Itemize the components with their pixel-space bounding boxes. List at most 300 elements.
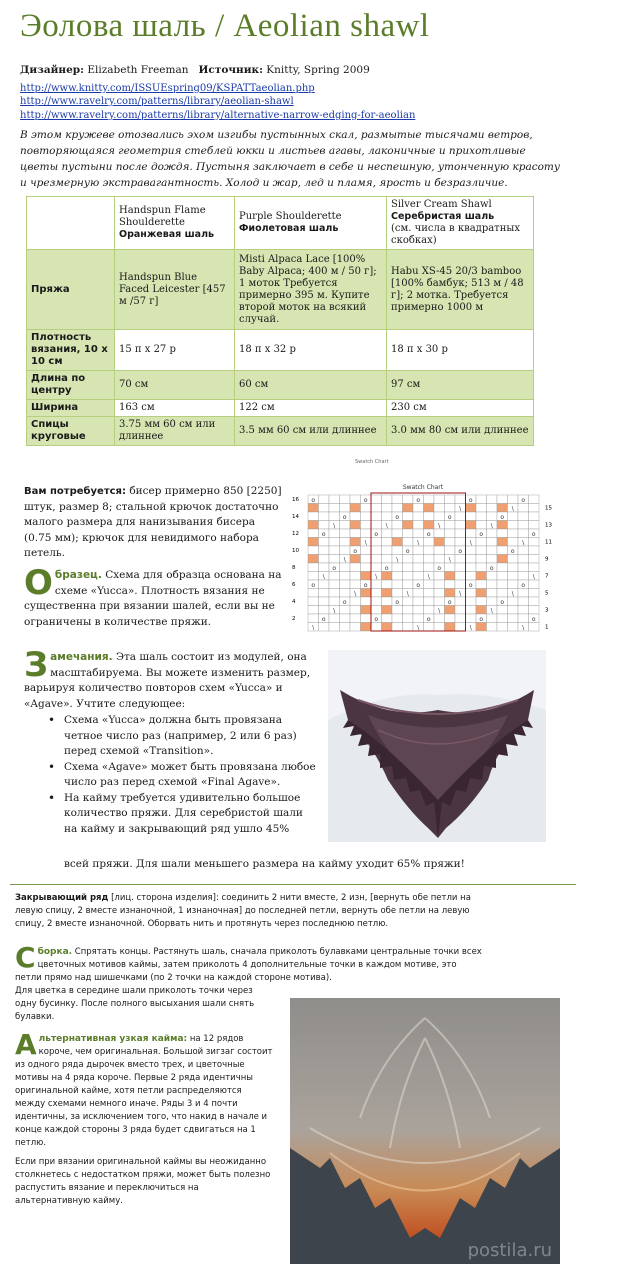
chart-cell <box>403 538 414 547</box>
table-cell: 97 см <box>387 371 534 400</box>
chart-cell <box>403 623 414 632</box>
chart-symbol: o <box>500 599 505 606</box>
chart-symbol: \ <box>459 590 462 598</box>
chart-cell <box>308 606 319 615</box>
chart-cell <box>476 606 487 615</box>
chart-cell <box>455 563 466 572</box>
chart-cell <box>487 623 498 632</box>
row-number-left: 14 <box>292 514 299 520</box>
chart-cell <box>371 563 382 572</box>
table-cell: Misti Alpaca Lace [100% Baby Alpaca; 400 м / 50 г]; 1 моток Требуется примерно 395 м. Купите второй моток на всякий случай. <box>235 250 387 330</box>
chart-cell <box>361 546 372 555</box>
chart-cell <box>487 529 498 538</box>
chart-cell <box>413 589 424 598</box>
chart-cell <box>329 529 340 538</box>
chart-cell <box>529 623 540 632</box>
chart-symbol: o <box>437 565 442 572</box>
chart-cell <box>382 597 393 606</box>
table-corner-cell <box>27 197 115 250</box>
chart-cell <box>497 623 508 632</box>
table-row-needles <box>27 417 534 446</box>
chart-symbol: o <box>395 514 400 521</box>
chart-cell <box>466 572 477 581</box>
chart-cell <box>508 495 519 504</box>
chart-cell <box>340 580 351 589</box>
bind-off-label: Закрывающий ряд <box>15 893 109 903</box>
chart-cell <box>518 606 529 615</box>
chart-cell <box>371 606 382 615</box>
chart-cell <box>518 589 529 598</box>
meta-line <box>20 64 370 76</box>
chart-cell <box>476 572 487 581</box>
chart-cell <box>392 538 403 547</box>
chart-cell <box>382 623 393 632</box>
chart-cell <box>382 546 393 555</box>
chart-cell <box>382 580 393 589</box>
chart-cell <box>424 606 435 615</box>
row-number-left: 16 <box>292 497 299 503</box>
chart-cell <box>350 572 361 581</box>
chart-cell <box>455 529 466 538</box>
chart-symbol: \ <box>522 624 525 632</box>
chart-cell <box>329 546 340 555</box>
chart-cell <box>529 606 540 615</box>
chart-cell <box>403 572 414 581</box>
chart-symbol: o <box>479 616 484 623</box>
chart-cell <box>371 555 382 564</box>
chart-cell <box>529 521 540 530</box>
row-number-right: 13 <box>545 522 552 529</box>
chart-cell <box>476 538 487 547</box>
chart-cell <box>350 529 361 538</box>
chart-cell <box>529 597 540 606</box>
chart-symbol: \ <box>532 573 535 581</box>
chart-cell <box>361 572 372 581</box>
row-number-right: 5 <box>545 590 549 597</box>
chart-cell <box>445 606 456 615</box>
row-number-right: 11 <box>545 539 552 546</box>
chart-symbol: o <box>395 599 400 606</box>
chart-cell <box>529 589 540 598</box>
chart-cell <box>434 623 445 632</box>
chart-cell <box>329 623 340 632</box>
chart-symbol: o <box>416 582 421 589</box>
chart-cell <box>445 614 456 623</box>
chart-cell <box>455 597 466 606</box>
chart-cell <box>466 555 477 564</box>
table-cell: 3.0 мм 80 см или длиннее <box>387 417 534 446</box>
chart-cell <box>308 563 319 572</box>
chart-cell <box>392 521 403 530</box>
chart-cell <box>413 512 424 521</box>
notes-dropcap: З <box>24 645 49 685</box>
chart-symbol: o <box>363 582 368 589</box>
chart-cell <box>497 529 508 538</box>
swatch-section <box>24 563 284 630</box>
chart-cell <box>403 597 414 606</box>
chart-cell <box>476 521 487 530</box>
chart-cell <box>508 555 519 564</box>
chart-cell <box>371 538 382 547</box>
chart-symbol: \ <box>322 573 325 581</box>
chart-cell <box>508 580 519 589</box>
chart-cell <box>476 546 487 555</box>
chart-symbol: o <box>311 582 316 589</box>
chart-cell <box>466 597 477 606</box>
shawl-photo-silver <box>290 998 560 1264</box>
chart-cell <box>497 538 508 547</box>
chart-cell <box>308 555 319 564</box>
assembly-heading: борка. <box>37 947 73 957</box>
table-cell: Habu XS-45 20/3 bamboo [100% бамбук; 513 м / 48 г]; 2 мотка. Требуется примерно 1000 м <box>387 250 534 330</box>
chart-cell <box>392 572 403 581</box>
chart-cell <box>455 512 466 521</box>
chart-symbol: o <box>468 497 473 504</box>
chart-cell <box>529 546 540 555</box>
chart-cell <box>308 521 319 530</box>
chart-symbol: \ <box>364 539 367 547</box>
chart-cell <box>371 580 382 589</box>
row-number-left: 6 <box>292 582 296 588</box>
chart-cell <box>340 563 351 572</box>
chart-cell <box>319 504 330 513</box>
chart-title: Swatch Chart <box>402 484 444 491</box>
chart-symbol: o <box>321 616 326 623</box>
chart-cell <box>455 555 466 564</box>
swatch-text: Схема для образца основана на схеме «Yucca». Плотность вязания не существенна при вязании шалей, если вы не ограничены в количестве пряжи. <box>24 569 282 628</box>
chart-cell <box>466 606 477 615</box>
link-knitty[interactable]: http://www.knitty.com/ISSUEspring09/KSPATTaeolian.php <box>20 83 315 94</box>
chart-cell <box>392 529 403 538</box>
chart-symbol: \ <box>469 539 472 547</box>
chart-symbol: \ <box>469 624 472 632</box>
chart-cell <box>424 504 435 513</box>
chart-cell <box>455 495 466 504</box>
chart-cell <box>466 589 477 598</box>
chart-cell <box>329 589 340 598</box>
table-header-row <box>27 197 534 250</box>
watermark: postila.ru <box>467 1240 552 1261</box>
chart-cell <box>340 606 351 615</box>
chart-cell <box>434 529 445 538</box>
chart-symbol: o <box>531 616 536 623</box>
row-number-right: 15 <box>545 505 552 512</box>
page-title: Эолова шаль / Aeolian shawl <box>20 8 430 44</box>
chart-cell <box>361 614 372 623</box>
chart-cell <box>445 546 456 555</box>
chart-cell <box>508 572 519 581</box>
assembly-text: Спрятать концы. Растянуть шаль, сначала приколоть булавками центральные точки всех цветочных мотивов каймы, затем приколоть 4 дополнительные точки в каждом мотиве, это петли прямо над шишечками (по 2 точки на каждой стороне мотива). <box>15 947 482 983</box>
notes-text: Эта шаль состоит из модулей, она масштабируема. Вы можете изменить размер, варьируя количество повторов схем «Yucca» и «Agave». Учтите следующее: <box>24 651 311 710</box>
chart-cell <box>445 538 456 547</box>
chart-cell <box>434 512 445 521</box>
chart-cell <box>403 563 414 572</box>
chart-symbol: \ <box>417 624 420 632</box>
row-number-left: 12 <box>292 531 299 537</box>
chart-cell <box>476 495 487 504</box>
row-label: Длина по центру <box>27 371 115 400</box>
chart-cell <box>466 614 477 623</box>
chart-symbol: \ <box>333 607 336 615</box>
chart-symbol: o <box>342 514 347 521</box>
table-row-length <box>27 371 534 400</box>
chart-cell <box>350 538 361 547</box>
chart-cell <box>413 529 424 538</box>
chart-cell <box>382 495 393 504</box>
chart-symbol: \ <box>385 522 388 530</box>
chart-cell <box>308 538 319 547</box>
chart-cell <box>361 529 372 538</box>
chart-cell <box>466 512 477 521</box>
chart-cell <box>319 589 330 598</box>
chart-cell <box>319 606 330 615</box>
notes-tail: всей пряжи. Для шали меньшего размера на кайму уходит 65% пряжи! <box>64 858 465 870</box>
table-header-cell: Handspun Flame Shoulderette Оранжевая шаль <box>115 197 235 250</box>
chart-cell <box>466 529 477 538</box>
list-item: • Схема «Yucca» должна быть провязана четное число раз (например, 2 или 6 раз) перед схемой «Transition». <box>24 713 316 760</box>
notes-list <box>24 713 316 837</box>
chart-cell <box>424 589 435 598</box>
chart-cell <box>434 597 445 606</box>
chart-cell <box>329 580 340 589</box>
chart-cell <box>424 546 435 555</box>
chart-cell <box>371 623 382 632</box>
list-item: • Схема «Agave» может быть провязана любое число раз перед схемой «Final Agave». <box>24 760 316 791</box>
chart-cell <box>413 597 424 606</box>
chart-cell <box>434 538 445 547</box>
chart-cell <box>319 546 330 555</box>
chart-cell <box>329 597 340 606</box>
row-number-left: 8 <box>292 565 296 571</box>
chart-cell <box>382 606 393 615</box>
chart-cell <box>476 623 487 632</box>
chart-cell <box>350 512 361 521</box>
chart-cell <box>392 495 403 504</box>
chart-symbol: o <box>489 565 494 572</box>
chart-cell <box>518 614 529 623</box>
chart-cell <box>403 555 414 564</box>
chart-symbol: \ <box>511 590 514 598</box>
chart-cell <box>319 597 330 606</box>
chart-cell <box>413 521 424 530</box>
link-ravelry-edging[interactable]: http://www.ravelry.com/patterns/library/alternative-narrow-edging-for-aeolian <box>20 110 416 121</box>
chart-cell <box>382 555 393 564</box>
chart-cell <box>529 555 540 564</box>
chart-cell <box>350 504 361 513</box>
chart-cell <box>455 521 466 530</box>
chart-symbol: o <box>468 582 473 589</box>
chart-cell <box>455 614 466 623</box>
chart-cell <box>529 563 540 572</box>
chart-cell <box>413 606 424 615</box>
chart-symbol: \ <box>490 522 493 530</box>
chart-cell <box>487 580 498 589</box>
chart-cell <box>445 521 456 530</box>
chart-symbol: o <box>353 548 358 555</box>
chart-symbol: \ <box>511 505 514 513</box>
chart-cell <box>508 512 519 521</box>
table-row-width <box>27 400 534 417</box>
chart-symbol: \ <box>438 607 441 615</box>
source-label: Источник: <box>198 64 263 76</box>
chart-cell <box>518 521 529 530</box>
chart-cell <box>445 572 456 581</box>
table-cell: 3.75 мм 60 см или длиннее <box>115 417 235 446</box>
chart-cell <box>361 563 372 572</box>
chart-symbol: \ <box>438 522 441 530</box>
chart-cell <box>487 512 498 521</box>
chart-cell <box>424 555 435 564</box>
chart-cell <box>392 606 403 615</box>
link-ravelry-pattern[interactable]: http://www.ravelry.com/patterns/library/aeolian-shawl <box>20 96 294 107</box>
chart-cell <box>350 495 361 504</box>
chart-cell <box>434 495 445 504</box>
chart-cell <box>508 529 519 538</box>
chart-symbol: o <box>531 531 536 538</box>
chart-cell <box>382 572 393 581</box>
chart-symbol: o <box>458 548 463 555</box>
chart-cell <box>392 614 403 623</box>
row-number-right: 9 <box>545 556 549 563</box>
chart-symbol: \ <box>312 624 315 632</box>
chart-symbol: \ <box>406 590 409 598</box>
designer-name: Elizabeth Freeman <box>87 64 189 76</box>
list-item: • На кайму требуется удивительно большое количество пряжи. Для серебристой шали на кайму и закрывающий ряд ушло 45% <box>24 791 316 838</box>
table-cell: 122 см <box>235 400 387 417</box>
chart-cell <box>319 563 330 572</box>
chart-cell <box>497 521 508 530</box>
chart-cell <box>508 606 519 615</box>
chart-cell <box>476 589 487 598</box>
intro-text: В этом кружеве отозвались эхом изгибы пустынных скал, размытые тысячами ветров, повторяющаяся геометрия стеблей юкки и листьев агавы, лаконичные и прихотливые цветы пустыни после дождя. Пустыня заключает в себе и неспешную, утонченную красоту и чрезмерную экстравагантность. Холод и жар, лед и пламя, ярость и безразличие. <box>20 129 560 189</box>
chart-cell <box>476 563 487 572</box>
chart-cell <box>497 546 508 555</box>
chart-cell <box>455 623 466 632</box>
chart-cell <box>340 529 351 538</box>
chart-cell <box>361 606 372 615</box>
spec-table <box>26 196 534 446</box>
chart-cell <box>371 546 382 555</box>
table-cell: Handspun Blue Faced Leicester [457 м /57 г] <box>115 250 235 330</box>
chart-cell <box>497 580 508 589</box>
chart-cell <box>487 504 498 513</box>
chart-cell <box>424 538 435 547</box>
chart-cell <box>382 614 393 623</box>
chart-cell <box>361 521 372 530</box>
chart-cell <box>487 538 498 547</box>
materials-text: бисер примерно 850 [2250] штук, размер 8; стальной крючок достаточно малого размера для нанизывания бисера (0.75 мм); крючок для невидимого набора петель. <box>24 485 282 559</box>
chart-cell <box>361 504 372 513</box>
chart-cell <box>319 495 330 504</box>
swatch-chart <box>290 475 560 635</box>
chart-symbol: \ <box>343 556 346 564</box>
chart-cell <box>413 572 424 581</box>
chart-cell <box>508 563 519 572</box>
chart-cell <box>392 589 403 598</box>
chart-cell <box>403 606 414 615</box>
chart-cell <box>340 538 351 547</box>
chart-cell <box>508 623 519 632</box>
chart-cell <box>434 589 445 598</box>
chart-cell <box>487 572 498 581</box>
chart-cell <box>403 504 414 513</box>
assembly-dropcap: С <box>15 941 36 974</box>
chart-cell <box>434 614 445 623</box>
table-cell: 230 см <box>387 400 534 417</box>
chart-cell <box>466 504 477 513</box>
chart-cell <box>340 495 351 504</box>
chart-cell <box>497 555 508 564</box>
chart-cell <box>487 495 498 504</box>
table-row-gauge <box>27 330 534 371</box>
chart-cell <box>497 563 508 572</box>
chart-cell <box>382 538 393 547</box>
chart-cell <box>518 597 529 606</box>
chart-cell <box>445 580 456 589</box>
chart-cell <box>392 623 403 632</box>
chart-cell <box>329 572 340 581</box>
row-label: Пряжа <box>27 250 115 330</box>
table-cell: 70 см <box>115 371 235 400</box>
chart-cell <box>340 521 351 530</box>
chart-cell <box>329 512 340 521</box>
chart-cell <box>424 597 435 606</box>
row-number-right: 7 <box>545 573 549 580</box>
chart-cell <box>308 572 319 581</box>
chart-cell <box>371 521 382 530</box>
chart-cell <box>308 546 319 555</box>
chart-cell <box>403 580 414 589</box>
chart-cell <box>329 614 340 623</box>
chart-cell <box>529 538 540 547</box>
chart-cell <box>308 589 319 598</box>
chart-cell <box>424 521 435 530</box>
chart-cell <box>529 504 540 513</box>
chart-cell <box>382 504 393 513</box>
chart-symbol: o <box>447 514 452 521</box>
chart-cell <box>329 504 340 513</box>
chart-cell <box>497 504 508 513</box>
chart-cell <box>455 606 466 615</box>
chart-cell <box>424 580 435 589</box>
chart-cell <box>340 614 351 623</box>
chart-cell <box>487 546 498 555</box>
alt-edging-section <box>15 1028 273 1208</box>
chart-cell <box>371 495 382 504</box>
chart-cell <box>487 597 498 606</box>
chart-cell <box>424 563 435 572</box>
chart-cell <box>319 623 330 632</box>
chart-cell <box>350 563 361 572</box>
bind-off-text: [лиц. сторона изделия]: соединить 2 нити вместе, 2 изн, [вернуть обе петли на левую спицу, 2 вместе изнаночной, 1 изнаночная] до последней петли, вернуть обе петли на левую спицу, 2 вместе изнаночной. Оборвать нить и протянуть через последнюю петлю. <box>15 893 471 929</box>
chart-cell <box>445 529 456 538</box>
chart-cell <box>361 623 372 632</box>
chart-cell <box>350 555 361 564</box>
chart-cell <box>382 529 393 538</box>
chart-cell <box>350 614 361 623</box>
chart-cell <box>434 580 445 589</box>
chart-cell <box>340 504 351 513</box>
chart-cell <box>497 589 508 598</box>
chart-cell <box>413 555 424 564</box>
chart-symbol: \ <box>396 556 399 564</box>
chart-symbol: o <box>500 514 505 521</box>
chart-cell <box>361 555 372 564</box>
chart-cell <box>445 495 456 504</box>
chart-cell <box>371 504 382 513</box>
chart-cell <box>518 572 529 581</box>
chart-cell <box>476 597 487 606</box>
